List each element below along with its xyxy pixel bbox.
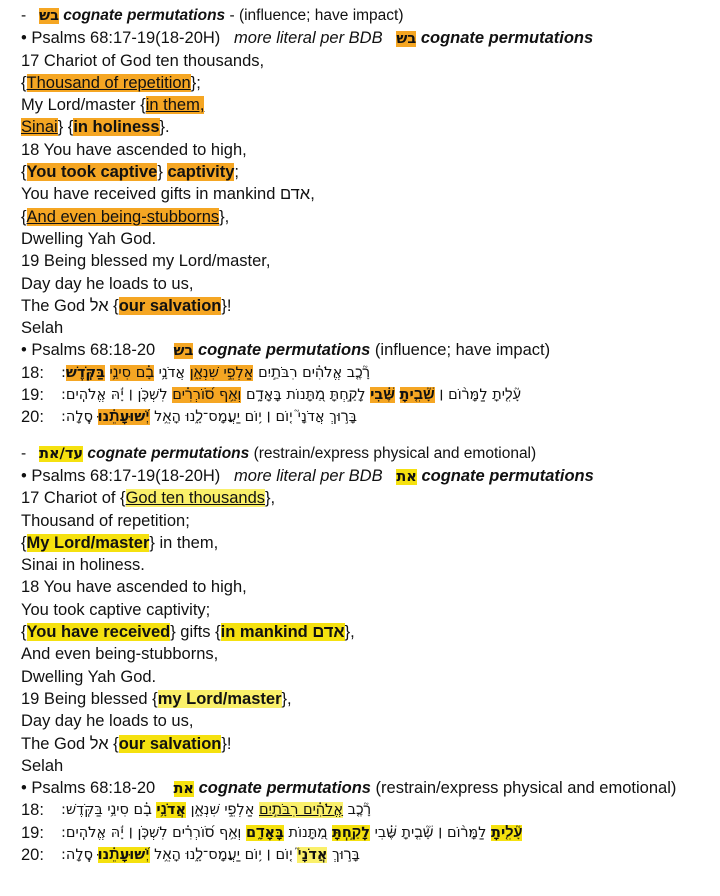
line-text: Selah [21,319,64,338]
line [21,487,720,509]
line [21,510,720,532]
line [21,554,720,576]
ref-note: (restrain/express physical and emotional) [375,779,677,798]
verse-part [395,387,400,403]
line [21,643,720,665]
brace: }; [190,73,201,92]
brace: }. [159,118,170,137]
verse-highlight: בַּקֹּֽדֶשׁ [65,364,105,381]
dash: - [21,7,27,24]
highlight: our salvation [118,296,222,315]
line-text: Day day he loads to us, [21,274,194,293]
line [21,666,720,688]
line [21,228,720,250]
ref-text: • Psalms 68:18-20 [21,779,156,798]
verse-text [61,406,357,428]
line-text: Dwelling Yah God. [21,229,157,248]
highlight: You have received [26,623,171,642]
title-note: (restrain/express physical and emotional) [253,444,537,462]
highlight: And even being-stubborns [26,207,220,226]
verse-part: סֶֽלָה: [61,409,98,426]
verse-part: בָ֗ם סִינַ֥י בַּקֹּֽדֶשׁ: [61,802,157,819]
highlight: in holiness [73,118,160,137]
line-text: 17 Chariot of { [21,489,126,508]
line [21,273,720,295]
section2-hebrew-ref [21,777,720,799]
verse-number: 19: [21,386,44,405]
line-text: } in them, [149,533,219,552]
verse-highlight: שָׁ֘בִ֤יתָ [399,387,435,404]
verse-part: רָ֘כֶ֤ב אֱלֹהִ֗ים רִבֹּתַ֣יִם [253,364,371,381]
line [21,755,720,777]
verse-number: 20: [21,845,44,864]
line-text: 18 You have ascended to high, [21,578,247,597]
verse-highlight: שֶּׁ֗בִי [370,387,395,404]
highlight: My Lord/master [26,533,150,552]
verse-part: אַלְפֵ֣י שִׁנְאָ֑ן [186,802,259,819]
section1-hebrew-ref [21,339,720,361]
line [21,72,720,94]
title-note: - (influence; have impact) [229,7,404,24]
section2-ref [21,465,720,487]
line [21,295,720,317]
verse-part: י֤וֹם ׀ י֥וֹם יַעֲמָס־לָ֑נוּ הָאֵ֥ל [149,846,298,863]
line [21,161,720,183]
line-text: The God אל { [21,734,119,753]
line [21,710,720,732]
line-text: 19 Being blessed my Lord/master, [21,252,271,271]
verse-text [61,362,370,384]
brace: }, [265,489,276,508]
root-badge: בש [173,343,194,360]
line [21,50,720,72]
verse-part: לִשְׁכֹּ֤ן ׀ יָ֬הּ אֱלֹהִֽים: [61,387,173,404]
line [21,576,720,598]
verse-part: עָ֘לִ֤יתָ לַמָּר֨וֹם ׀ [434,387,522,404]
title-label: cognate permutations [87,444,250,462]
line [21,116,720,138]
line-text: The God אל { [21,296,119,315]
line-text: And even being-stubborns, [21,645,219,664]
brace: { [21,73,27,92]
line-text: 19 Being blessed { [21,689,158,708]
line [21,183,720,205]
verse-part: בָּר֣וּךְ אֲדֹנָי֮ י֤וֹם ׀ י֥וֹם יַעֲמָס־לָ֑נוּ הָאֵ֥ל [149,409,358,426]
root-badge: עד/את [39,445,84,462]
verse-part: רָ֘כֶ֤ב [343,802,371,819]
highlight: God ten thousands [125,489,266,508]
verse-highlight: אֲדֹנָי֮ [297,846,328,863]
line [21,532,720,554]
verse-part: לָקַ֣חְתָּ מַ֭תָּנוֹת בָּאָדָ֑ם [241,387,371,404]
root-badge: את [173,781,194,798]
verse-18 [21,362,720,384]
verse-highlight: יְ֝שׁוּעָתֵ֗נוּ [97,409,150,426]
line [21,206,720,228]
verse-20 [21,844,720,866]
verse-number: 18: [21,801,44,820]
line-text: Dwelling Yah God. [21,667,157,686]
brace: } [157,163,168,182]
line [21,139,720,161]
line [21,250,720,272]
verse-highlight: אֱלֹהִ֗ים רִבֹּתַ֣יִם [259,802,344,819]
verse-highlight: אֲדֹנָ֥י [156,802,187,819]
brace: { [21,533,27,552]
root-badge: את [396,468,417,485]
line [21,621,720,643]
verse-18 [21,799,720,821]
verse-part: וְאַ֥ף סֹ֝וֹרְרִ֗ים לִשְׁכֹּ֤ן ׀ יָ֬הּ אֱלֹהִֽים: [61,824,246,841]
ref-text: • Psalms 68:17-19(18-20H) [21,29,221,48]
line [21,733,720,755]
verse-text [61,822,522,844]
verse-19 [21,822,720,844]
line-text: } gifts { [170,623,221,642]
verse-highlight: בָ֗ם סִינַ֥י [109,364,154,381]
brace: }, [219,207,230,226]
brace: }, [344,623,355,642]
highlight: Sinai [21,118,58,137]
ref-text: • Psalms 68:17-19(18-20H) [21,466,221,485]
verse-text [61,799,371,821]
line-text: Day day he loads to us, [21,712,194,731]
line-text: You have received gifts in mankind אדם, [21,185,315,204]
line-text: You took captive captivity; [21,600,211,619]
verse-part: בָּר֣וּךְ [327,846,360,863]
line [21,317,720,339]
brace: { [21,207,27,226]
verse-number: 20: [21,408,44,427]
line-text: 17 Chariot of God ten thousands, [21,51,265,70]
section1-ref [21,27,720,49]
verse-highlight: בָּאָדָ֑ם [246,824,284,841]
ref-text: • Psalms 68:18-20 [21,341,156,360]
verse-part [105,365,110,381]
line-text: Sinai in holiness. [21,556,145,575]
verse-part: לַמָּר֨וֹם ׀ שָׁ֘בִ֤יתָ שֶּׁ֗בִי [370,824,492,841]
verse-number: 18: [21,363,44,382]
highlight: in them, [145,96,205,115]
dash: - [21,444,27,462]
highlight: in mankind אדם [220,623,345,642]
root-badge: בש [39,8,59,24]
ref-label: cognate permutations [421,466,594,485]
highlight: captivity [167,163,235,182]
highlight: our salvation [118,734,222,753]
brace: ; [234,163,239,182]
verse-19 [21,384,720,406]
brace: { [21,623,27,642]
line-text: Thousand of repetition; [21,511,190,530]
verse-text [61,384,521,406]
section2-title [21,443,720,465]
line-text: Selah [21,756,64,775]
brace: }, [281,689,292,708]
brace: }! [221,296,232,315]
ref-note: more literal per BDB [234,29,383,48]
line-text: 18 You have ascended to high, [21,140,247,159]
verse-part: אֲדֹנָ֥י [154,364,190,381]
ref-label: cognate permutations [198,779,371,798]
verse-part: מַ֭תָּנוֹת [283,824,332,841]
brace: }! [221,734,232,753]
verse-part: : [61,364,66,381]
ref-note: (influence; have impact) [374,341,551,360]
verse-highlight: וְאַ֥ף סֹ֝וֹרְרִ֗ים [172,387,242,404]
verse-20 [21,406,720,428]
ref-label: cognate permutations [420,29,594,48]
root-badge: בש [396,31,417,48]
verse-part: סֶֽלָה: [61,846,98,863]
verse-highlight: אַלְפֵ֣י שִׁנְאָ֑ן [189,364,254,381]
verse-highlight: לָקַ֣חְתָּ [331,824,371,841]
verse-text [61,844,360,866]
section1-title [21,5,720,27]
highlight: You took captive [26,163,158,182]
verse-highlight: יְ֝שׁוּעָתֵ֗נוּ [97,846,150,863]
line-text: My Lord/master { [21,96,146,115]
verse-number: 19: [21,823,44,842]
highlight: my Lord/master [157,689,282,708]
ref-label: cognate permutations [197,341,371,360]
line [21,94,720,116]
ref-note: more literal per BDB [234,466,383,485]
brace: { [21,163,27,182]
line [21,599,720,621]
title-label: cognate permutations [63,7,226,24]
verse-highlight: עָ֘לִ֤יתָ [491,824,523,841]
line [21,688,720,710]
brace: } { [57,118,74,137]
highlight: Thousand of repetition [26,73,191,92]
